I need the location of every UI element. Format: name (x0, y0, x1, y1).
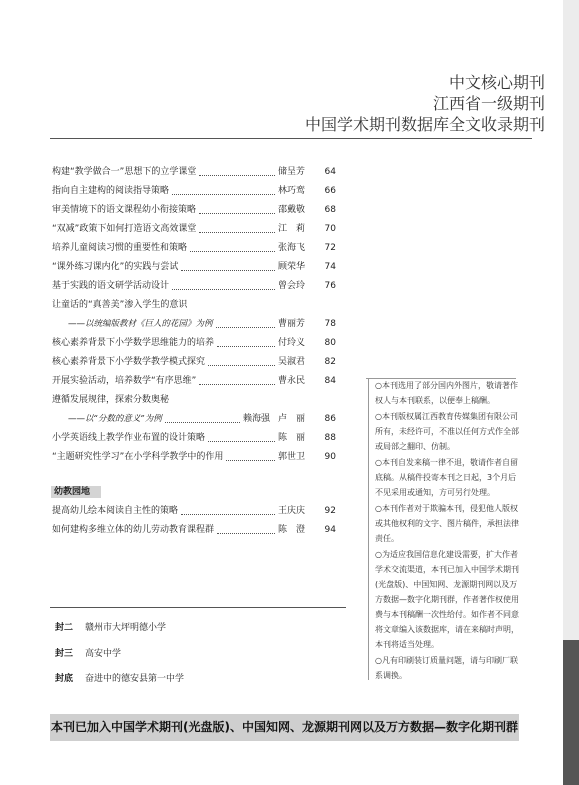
toc-title: 审美情境下的语文课程幼小衔接策略 (52, 205, 197, 215)
toc-title: 构建“教学做合一”思想下的立学课堂 (52, 167, 197, 177)
cover-credit (55, 648, 121, 660)
toc-entry-heading[interactable] (52, 391, 336, 410)
toc-author: 顾荣华 (278, 262, 306, 272)
cover-divider (50, 607, 346, 608)
toc-author: 曾会玲 (278, 281, 306, 291)
dot-leader (181, 502, 275, 515)
toc-title: “课外练习课内化”的实践与尝试 (52, 262, 179, 272)
toc-page: 82 (324, 357, 336, 367)
toc-title: 核心素养背景下小学数学教学模式探究 (52, 357, 206, 367)
toc-page: 74 (324, 262, 336, 272)
toc-page: 76 (324, 281, 336, 291)
toc-entry[interactable] (52, 182, 336, 201)
toc-page: 84 (324, 376, 336, 386)
toc-entry[interactable] (52, 239, 336, 258)
cover-label: 封底 (55, 674, 74, 684)
dot-leader (199, 372, 275, 385)
cover-text: 赣州市大坪明德小学 (85, 623, 167, 633)
toc-author: 陈 澄 (278, 525, 306, 535)
dot-leader (217, 521, 275, 534)
toc-page: 78 (324, 319, 336, 329)
header-database-journal: 中国学术期刊数据库全文收录期刊 (304, 115, 545, 134)
toc-entry[interactable] (52, 372, 336, 391)
notice-paragraph: ○本刊版权属江西教育传媒集团有限公司所有，未经许可，不准以任何方式作全部或局部之翻印、仿制。 (375, 412, 519, 451)
cover-text: 奋进中的德安县第一中学 (85, 674, 185, 684)
dot-leader (199, 163, 275, 176)
dot-leader (199, 201, 275, 214)
toc-title: 遵循发展规律，探索分数奥秘 (52, 395, 170, 405)
toc-page: 90 (324, 452, 336, 462)
header-provincial-journal: 江西省一级期刊 (432, 94, 545, 113)
editorial-notice (368, 378, 520, 680)
cover-credit (55, 622, 166, 634)
toc-title: 指向自主建构的阅读指导策略 (52, 186, 170, 196)
toc-author: 陈 丽 (278, 433, 306, 443)
toc-entry[interactable] (52, 429, 336, 448)
dot-leader (172, 277, 275, 290)
toc-entry-heading[interactable] (52, 296, 336, 315)
cover-text: 高安中学 (85, 649, 122, 659)
right-margin-bar-dark (563, 640, 579, 785)
toc-page: 86 (324, 414, 336, 424)
dot-leader (216, 315, 275, 328)
dot-leader (165, 410, 240, 423)
toc-entry-subtitle[interactable] (52, 410, 336, 429)
toc-author: 曹永民 (278, 376, 306, 386)
header-core-journal: 中文核心期刊 (448, 73, 545, 92)
toc-page: 88 (324, 433, 336, 443)
toc-title: 小学英语线上教学作业布置的设计策略 (52, 433, 206, 443)
toc-entry[interactable] (52, 201, 336, 220)
cover-label: 封三 (55, 649, 74, 659)
toc-page: 70 (324, 224, 336, 234)
toc-entry[interactable] (52, 502, 336, 521)
dot-leader (208, 353, 275, 366)
table-of-contents-preschool (52, 502, 336, 540)
toc-page: 64 (324, 167, 336, 177)
toc-author: 邵戴敬 (278, 205, 306, 215)
toc-entry[interactable] (52, 353, 336, 372)
toc-entry[interactable] (52, 163, 336, 182)
notice-paragraph: ○凡有印刷装订质量问题，请与印刷厂联系调换。 (375, 656, 518, 680)
toc-title: 开展实验活动，培养数学“有序思维” (52, 376, 197, 386)
cover-label: 封二 (55, 623, 74, 633)
toc-entry[interactable] (52, 334, 336, 353)
toc-title: “主题研究性学习”在小学科学教学中的作用 (52, 452, 224, 462)
header-divider (50, 138, 532, 139)
notice-paragraph: ○为适应我国信息化建设需要，扩大作者学术交流渠道，本刊已加入中国学术期刊(光盘版)、中国知网、龙源期刊网以及万方数据—数字化期刊群，作者著作权使用费与本刊稿酬一次性给付。如作者不同意将文章编入该数据库，请在来稿时声明，本刊将适当处理。 (375, 550, 519, 649)
toc-author: 曹丽芳 (278, 319, 306, 329)
cover-credit (55, 673, 184, 685)
toc-page: 92 (324, 506, 336, 516)
dot-leader (181, 258, 275, 271)
toc-subtitle: ——以“分数的意义”为例 (68, 414, 162, 424)
toc-author: 林巧鸾 (278, 186, 306, 196)
toc-author-second: 卢 丽 (278, 414, 306, 424)
toc-title: 让童话的“真善美”渗入学生的意识 (52, 300, 188, 310)
dot-leader (199, 220, 275, 233)
right-margin-bar (563, 0, 579, 640)
toc-title: 提高幼儿绘本阅读自主性的策略 (52, 506, 179, 516)
toc-page: 80 (324, 338, 336, 348)
toc-author: 张海飞 (278, 243, 306, 253)
toc-author: 吴淑君 (278, 357, 306, 367)
dot-leader (208, 429, 275, 442)
section-heading-preschool: 幼教园地 (51, 486, 101, 498)
toc-title: 基于实践的语文研学活动设计 (52, 281, 170, 291)
toc-page: 66 (324, 186, 336, 196)
notice-paragraph: ○本刊自发来稿一律不退，敬请作者自留底稿。从稿件投寄本刊之日起，3个月后不见采用或通知，方可另行处理。 (375, 458, 518, 497)
toc-entry[interactable] (52, 258, 336, 277)
toc-author: 付玲义 (278, 338, 306, 348)
dot-leader (226, 448, 275, 461)
notice-paragraph: ○本刊选用了部分国内外图片，敬请著作权人与本刊联系，以便奉上稿酬。 (375, 381, 518, 405)
toc-author: 郭世卫 (278, 452, 306, 462)
toc-title: “双减”政策下如何打造语文高效课堂 (52, 224, 197, 234)
toc-entry[interactable] (52, 277, 336, 296)
toc-author: 江 莉 (278, 224, 306, 234)
toc-author: 储呈芳 (278, 167, 306, 177)
dot-leader (217, 334, 275, 347)
dot-leader (172, 182, 275, 195)
toc-entry-subtitle[interactable] (52, 315, 336, 334)
toc-title: 如何建构多维立体的幼儿劳动教育课程群 (52, 525, 215, 535)
dot-leader (190, 239, 275, 252)
toc-title: 培养儿童阅读习惯的重要性和策略 (52, 243, 188, 253)
toc-entry[interactable] (52, 448, 336, 467)
toc-page: 72 (324, 243, 336, 253)
database-banner: 本刊已加入中国学术期刊(光盘版)、中国知网、龙源期刊网以及万方数据—数字化期刊群 (50, 714, 519, 741)
notice-paragraph: ○本刊作者对于欺骗本刊，侵犯他人版权或其他权利的文字、图片稿件，承担法律责任。 (375, 504, 519, 543)
table-of-contents (52, 163, 336, 467)
toc-entry[interactable] (52, 220, 336, 239)
toc-subtitle: ——以统编版教材《巨人的花园》为例 (68, 319, 213, 329)
toc-author: 赖海强 (242, 414, 270, 424)
toc-title: 核心素养背景下小学数学思维能力的培养 (52, 338, 215, 348)
toc-page: 68 (324, 205, 336, 215)
toc-page: 94 (324, 525, 336, 535)
toc-author: 王庆庆 (278, 506, 306, 516)
toc-entry[interactable] (52, 521, 336, 540)
